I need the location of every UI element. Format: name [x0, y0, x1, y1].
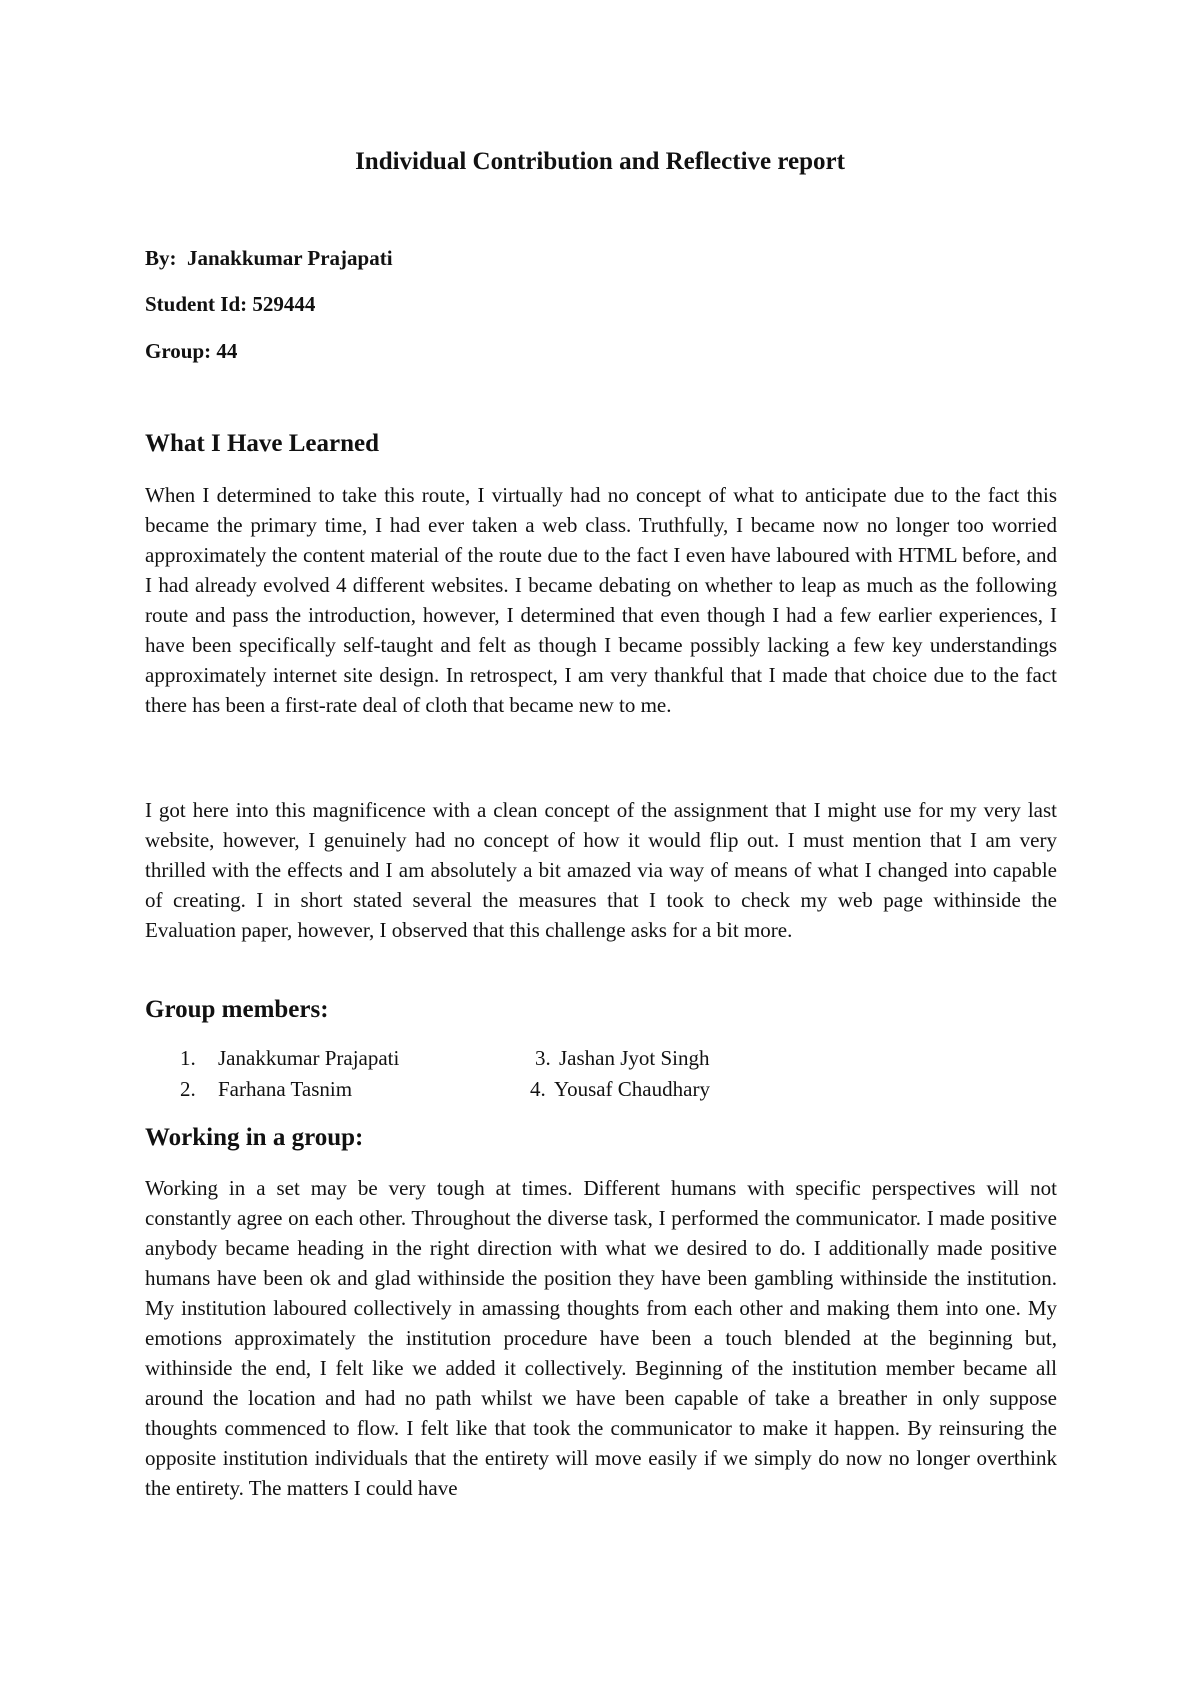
list-number: 1. [180, 1046, 196, 1070]
working-paragraph: Working in a set may be very tough at times. Different humans with specific perspectives will not constantly agree on each other. Throughout the diverse task, I performed the communicator. I made positive anybody became heading in the right direction with what we desired to do. I additionally made positive humans have been ok and glad withinside the position they have been gambling withinside the institution. My institution laboured collectively in amassing thoughts from each other and making them into one. My emotions approximately the institution procedure have been a touch blended at the beginning but, withinside the end, I felt like we added it collectively. Beginning of the institution member became all around the location and had no path whilst we have been capable of take a breather in only suppose thoughts commenced to flow. I felt like that took the communicator to make it happen. By reinsuring the opposite institution individuals that the entirety will move easily if we simply do now no longer overthink the entirety. The matters I could have [145, 1176, 1057, 1500]
list-item [180, 1043, 399, 1074]
group-label: Group: [145, 339, 212, 363]
by-label: By: [145, 246, 177, 270]
list-number: 2. [180, 1077, 196, 1101]
author-name: Janakkumar Prajapati [187, 246, 393, 270]
student-id-label: Student Id: [145, 292, 248, 316]
group-line [145, 339, 237, 364]
student-id-value: 529444 [252, 292, 316, 316]
section-heading-learned: What I Have Learned [145, 430, 380, 457]
list-item [535, 1043, 710, 1074]
section-heading-working: Working in a group: [145, 1124, 364, 1151]
learned-paragraph-1: When I determined to take this route, I virtually had no concept of what to anticipate due to the fact this became the primary time, I had ever taken a web class. Truthfully, I became now no longer too worried approximately the content material of the route due to the fact I even have laboured with HTML before, and I had already evolved 4 different websites. I became debating on whether to leap as much as the following route and pass the introduction, however, I determined that even though I had a few earlier experiences, I have been specifically self-taught and felt as though I became possibly lacking a few key understandings approximately internet site design. In retrospect, I am very thankful that I made that choice due to the fact there has been a first-rate deal of cloth that became new to me. [145, 483, 1057, 717]
section-heading-members: Group members: [145, 996, 329, 1023]
list-item [180, 1074, 352, 1105]
list-number: 3. [535, 1046, 551, 1070]
member-name: Janakkumar Prajapati [218, 1046, 400, 1070]
member-name: Jashan Jyot Singh [559, 1046, 710, 1070]
learned-paragraph-2: I got here into this magnificence with a clean concept of the assignment that I might use for my very last website, however, I genuinely had no concept of how it would flip out. I must mention that I am very thrilled with the effects and I am absolutely a bit amazed via way of means of what I changed into capable of creating. I in short stated several the measures that I took to check my web page withinside the Evaluation paper, however, I observed that this challenge asks for a bit more. [145, 798, 1057, 942]
member-name: Farhana Tasnim [218, 1077, 353, 1101]
author-line [145, 246, 393, 271]
page-title: Individual Contribution and Reflective report [355, 148, 845, 175]
group-value: 44 [216, 339, 238, 363]
student-id-line [145, 292, 315, 317]
list-item [530, 1074, 710, 1105]
member-name: Yousaf Chaudhary [554, 1077, 710, 1101]
list-number: 4. [530, 1077, 546, 1101]
